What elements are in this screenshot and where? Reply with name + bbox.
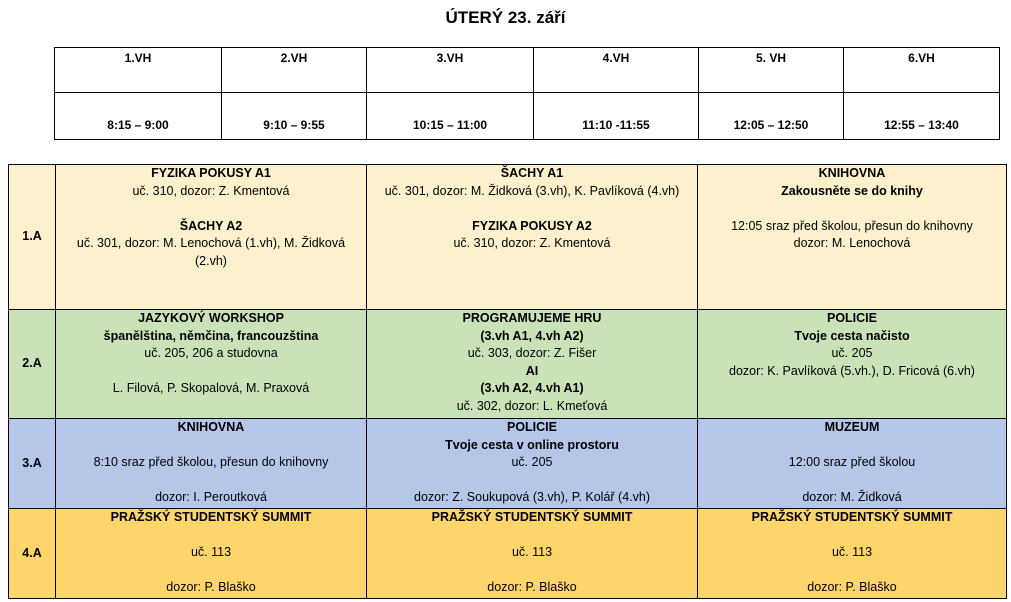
activity-detail — [702, 437, 1002, 455]
activity-detail: uč. 113 — [190, 545, 232, 560]
activity-detail — [702, 562, 1002, 580]
activity-detail: uč. 113 — [511, 545, 553, 560]
activity-detail: L. Filová, P. Skopalová, M. Praxová — [112, 381, 310, 396]
period-time: 12:05 – 12:50 — [699, 93, 844, 140]
activity-block — [367, 509, 698, 599]
activity-detail: uč. 301, dozor: M. Lenochová (1.vh), M. Židková — [76, 236, 346, 251]
activity-block — [698, 509, 1007, 599]
period-labels-row — [55, 48, 1000, 93]
activity-heading: Tvoje cesta načisto — [794, 328, 910, 343]
period-label: 6.VH — [844, 48, 1000, 93]
activity-detail — [371, 527, 693, 545]
activity-detail: 12:00 sraz před školou — [788, 455, 916, 470]
activity-detail — [371, 562, 693, 580]
activity-detail: 12:05 sraz před školou, přesun do knihovny — [731, 218, 973, 233]
activity-heading: PROGRAMUJEME HRU — [462, 311, 602, 325]
activity-heading: Tvoje cesta v online prostoru — [445, 437, 619, 452]
class-row — [9, 310, 1007, 419]
activity-heading: PRAŽSKÝ STUDENTSKÝ SUMMIT — [431, 510, 633, 524]
activity-heading: Zakousněte se do knihy — [781, 183, 923, 198]
activity-detail: dozor: P. Blaško — [487, 580, 577, 595]
activity-detail: dozor: P. Blaško — [166, 580, 256, 595]
activity-detail — [702, 472, 1002, 490]
activity-detail: uč. 205, 206 a studovna — [144, 346, 278, 361]
period-label: 1.VH — [55, 48, 222, 93]
activity-heading: španělština, němčina, francouzština — [103, 328, 319, 343]
activity-detail — [371, 472, 693, 490]
activity-heading: (3.vh A1, 4.vh A2) — [480, 328, 584, 343]
schedule-table — [8, 164, 1007, 599]
period-label: 2.VH — [222, 48, 367, 93]
activity-heading: AI — [525, 363, 539, 378]
activity-heading: KNIHOVNA — [177, 420, 245, 434]
activity-detail: uč. 310, dozor: Z. Kmentová — [132, 183, 290, 198]
activity-detail: dozor: K. Pavlíková (5.vh.), D. Fricová (6.vh) — [729, 363, 975, 378]
activity-block — [56, 165, 367, 310]
activity-detail: 8:10 sraz před školou, přesun do knihovny — [93, 455, 329, 470]
period-times-row — [55, 93, 1000, 140]
period-time: 10:15 – 11:00 — [367, 93, 534, 140]
activity-detail: uč. 113 — [831, 545, 873, 560]
class-row — [9, 509, 1007, 599]
activity-detail — [60, 437, 362, 455]
activity-detail — [702, 200, 1002, 218]
activity-heading: (3.vh A2, 4.vh A1) — [480, 381, 584, 396]
class-name: 3.A — [9, 419, 56, 509]
activity-heading: JAZYKOVÝ WORKSHOP — [138, 311, 284, 325]
activity-block — [367, 165, 698, 310]
activity-heading: MUZEUM — [824, 420, 880, 434]
page-title: ÚTERÝ 23. září — [445, 8, 566, 27]
activity-heading: ŠACHY A2 — [179, 218, 243, 233]
class-name: 2.A — [9, 310, 56, 419]
period-label: 5. VH — [699, 48, 844, 93]
activity-heading: KNIHOVNA — [818, 166, 886, 180]
period-time: 11:10 -11:55 — [534, 93, 699, 140]
activity-block — [698, 165, 1007, 310]
activity-detail: dozor: P. Blaško — [807, 580, 897, 595]
period-label: 3.VH — [367, 48, 534, 93]
activity-block — [698, 310, 1007, 419]
activity-detail — [60, 472, 362, 490]
activity-detail: dozor: M. Lenochová — [793, 236, 911, 251]
activity-detail: dozor: Z. Soukupová (3.vh), P. Kolář (4.vh) — [414, 490, 650, 505]
activity-detail — [60, 363, 362, 381]
activity-detail — [371, 200, 693, 218]
activity-heading: PRAŽSKÝ STUDENTSKÝ SUMMIT — [110, 510, 312, 524]
activity-block — [56, 509, 367, 599]
activity-detail — [60, 200, 362, 218]
class-name: 1.A — [9, 165, 56, 310]
activity-heading: FYZIKA POKUSY A1 — [151, 166, 271, 180]
activity-block — [56, 419, 367, 509]
activity-heading: POLICIE — [826, 311, 877, 325]
activity-detail: uč. 301, dozor: M. Židková (3.vh), K. Pavlíková (4.vh) — [384, 183, 680, 198]
period-time: 12:55 – 13:40 — [844, 93, 1000, 140]
period-time: 8:15 – 9:00 — [55, 93, 222, 140]
activity-block — [367, 419, 698, 509]
activity-block — [698, 419, 1007, 509]
activity-detail: uč. 303, dozor: Z. Fišer — [467, 346, 597, 361]
period-label: 4.VH — [534, 48, 699, 93]
activity-detail — [60, 562, 362, 580]
periods-table — [54, 47, 1000, 140]
activity-block — [56, 310, 367, 419]
class-name: 4.A — [9, 509, 56, 599]
activity-detail: uč. 205 — [511, 455, 553, 470]
activity-heading: FYZIKA POKUSY A2 — [472, 218, 592, 233]
class-row — [9, 165, 1007, 310]
activity-heading: POLICIE — [506, 420, 557, 434]
activity-block — [367, 310, 698, 419]
activity-detail — [60, 527, 362, 545]
class-row — [9, 419, 1007, 509]
activity-detail: uč. 205 — [831, 346, 873, 361]
activity-detail: dozor: M. Židková — [802, 490, 902, 505]
activity-detail — [702, 527, 1002, 545]
period-time: 9:10 – 9:55 — [222, 93, 367, 140]
activity-heading: ŠACHY A1 — [500, 166, 564, 180]
activity-detail: uč. 302, dozor: L. Kmeťová — [456, 398, 608, 413]
activity-heading: PRAŽSKÝ STUDENTSKÝ SUMMIT — [751, 510, 953, 524]
activity-detail: dozor: I. Peroutková — [155, 490, 267, 505]
activity-detail: (2.vh) — [195, 253, 227, 268]
activity-detail: uč. 310, dozor: Z. Kmentová — [453, 236, 611, 251]
